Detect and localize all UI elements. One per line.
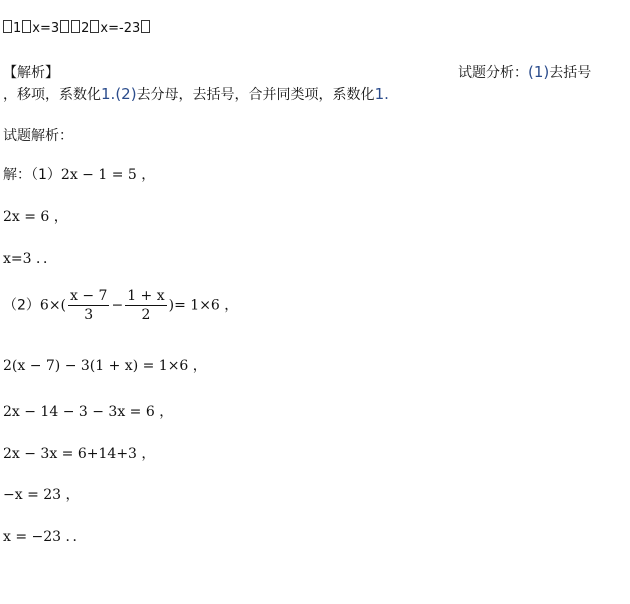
missing-glyph-box — [60, 20, 69, 33]
analysis-line-1 — [458, 62, 591, 82]
answer-part1-num: 1 — [13, 21, 22, 36]
step-2: 2x = 6 ， — [3, 209, 68, 225]
part1-number: (1) — [528, 63, 550, 81]
step-9: x = −23 ．． — [3, 529, 87, 545]
part2-text: 去分母，去括号，合并同类项，系数化 — [136, 87, 375, 103]
step-7: 2x − 3x = 6+14+3 ， — [3, 446, 156, 462]
analysis-label: 试题分析： — [458, 65, 528, 81]
missing-glyph-box — [3, 20, 12, 33]
part2-number: (2) — [115, 85, 137, 103]
part1-end: 1. — [101, 85, 116, 103]
part2-end: 1. — [374, 85, 389, 103]
step-5: 2(x − 7) − 3(1 + x) = 1×6 ， — [3, 358, 207, 374]
fraction-2 — [125, 288, 166, 323]
missing-glyph-box — [90, 20, 99, 33]
step-1-equation: 2x − 1 = 5 ， — [60, 167, 156, 183]
part1-text-cont: ，移项，系数化 — [3, 87, 101, 103]
step-4-lead: 6×( — [39, 297, 67, 314]
missing-glyph-box — [141, 20, 150, 33]
missing-glyph-box — [22, 20, 31, 33]
answer-part1: x=3 — [32, 21, 60, 36]
answer-line — [2, 20, 151, 36]
step-1 — [3, 164, 155, 184]
step-6: 2x − 14 − 3 − 3x = 6 ， — [3, 404, 174, 420]
step-4 — [3, 288, 238, 323]
answer-part2: x=-23 — [100, 21, 141, 36]
fraction-1-denominator: 3 — [84, 307, 94, 323]
step-1-prefix: 解：（1） — [3, 167, 61, 183]
fraction-1 — [68, 288, 109, 323]
part1-text: 去括号 — [549, 65, 592, 81]
step-4-tail: )= 1×6 ， — [168, 297, 239, 314]
section-header: 【解析】 — [3, 65, 59, 81]
step-3: x=3 ．． — [3, 251, 57, 267]
analysis-line-2 — [3, 84, 389, 104]
fraction-2-numerator: 1 + x — [127, 288, 165, 304]
step-8: −x = 23 ， — [3, 487, 80, 503]
fraction-1-numerator: x − 7 — [70, 288, 108, 304]
fraction-2-denominator: 2 — [141, 307, 151, 323]
step-4-minus: − — [111, 297, 124, 314]
answer-part2-num: 2 — [81, 21, 90, 36]
step-4-prefix: （2） — [3, 297, 40, 314]
solution-label: 试题解析： — [3, 128, 73, 144]
missing-glyph-box — [71, 20, 80, 33]
